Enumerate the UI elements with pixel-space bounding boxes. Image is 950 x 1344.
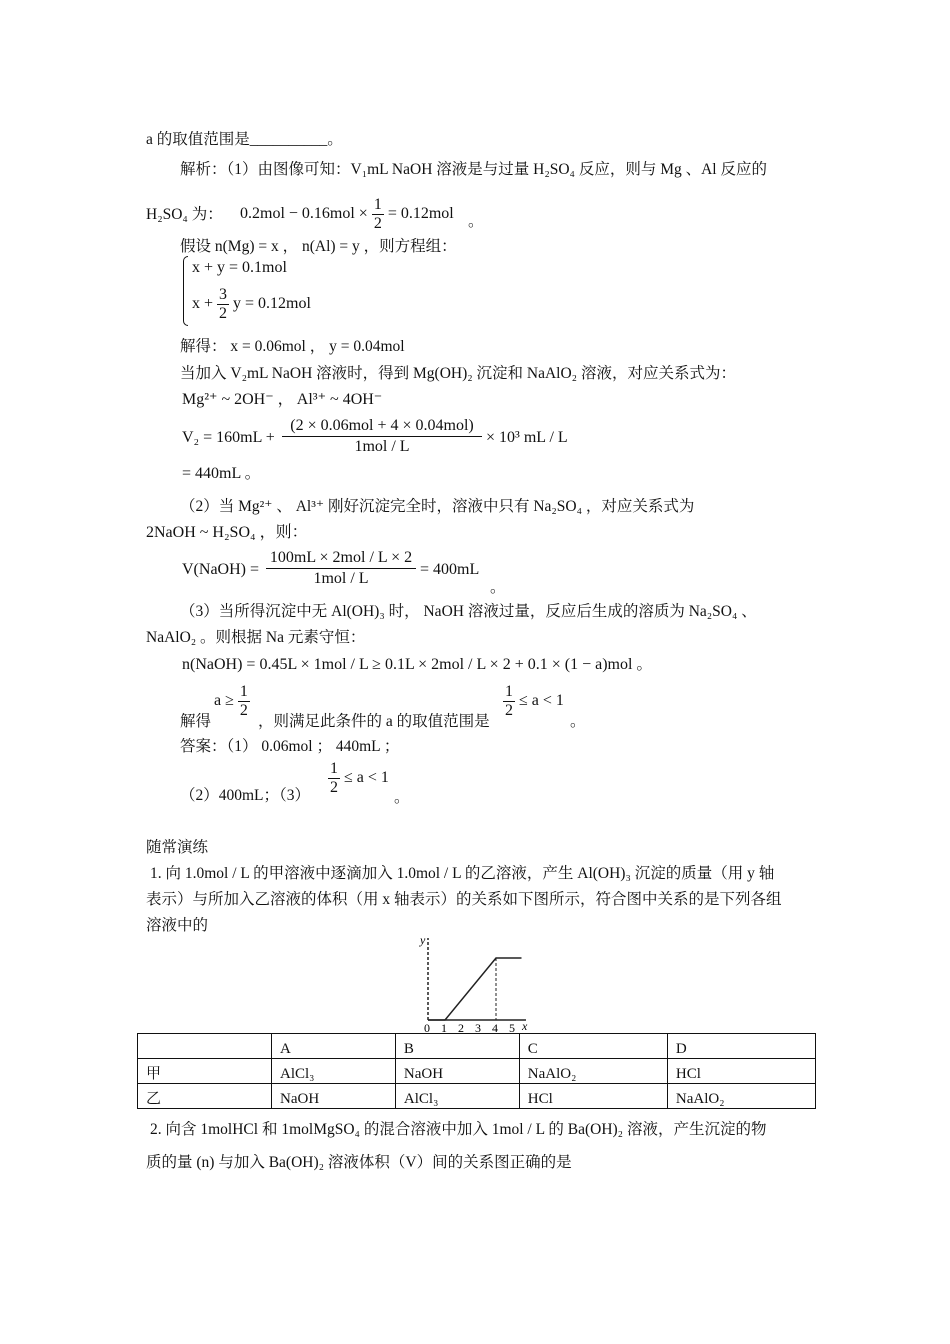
expr-result: = 0.12mol [387, 205, 454, 223]
table-cell: NaAlO₂ [667, 1084, 815, 1109]
q1-line-1: 1. 向 1.0mol / L 的甲溶液中逐滴加入 1.0mol / L 的乙溶液，产生 Al(OH)₃ 沉淀的质量（用 y 轴 [150, 865, 775, 882]
table-cell: HCl [519, 1084, 667, 1109]
x-tick-label: 5 [509, 1021, 515, 1034]
precipitate-graph [408, 930, 548, 1034]
q2-line-2: 质的量 (n) 与加入 Ba(OH)₂ 溶液体积（V）间的关系图正确的是 [146, 1154, 572, 1171]
range-expr [503, 683, 564, 720]
table-cell: A [272, 1034, 396, 1059]
v2-denominator: 1mol / L [354, 438, 410, 455]
table-cell: AlCl₃ [395, 1084, 519, 1109]
table-cell: NaOH [272, 1084, 396, 1109]
vnaoh-fraction [266, 548, 416, 589]
equation-1: x + y = 0.1mol [192, 259, 287, 276]
a-ge-half [214, 683, 250, 720]
period: 。 [490, 579, 506, 596]
solve-label: 解得 [180, 713, 212, 730]
fraction-half: $\frac{1}{2}$ [505, 683, 513, 719]
part3-line: （3）当所得沉淀中无 Al(OH)₃ 时， NaOH 溶液过量，反应后生成的溶质为 Na₂SO₄ 、 [180, 603, 757, 620]
sodium-conservation: n(NaOH) = 0.45L × 1mol / L ≥ 0.1L × 2mol / L × 2 + 0.1 × (1 − a)mol 。 [182, 656, 653, 673]
table-row [138, 1084, 816, 1109]
y-axis-label: y [420, 933, 426, 947]
x-tick-label: 4 [492, 1021, 498, 1034]
vnaoh-lhs: V(NaOH) = [182, 561, 259, 578]
v2-line: 当加入 V₂mL NaOH 溶液时，得到 Mg(OH)₂ 沉淀和 NaAlO₂ 溶液，对应关系式为： [180, 365, 736, 382]
range-ineq: ≤ a < 1 [519, 692, 564, 710]
answer-ineq: ≤ a < 1 [344, 769, 389, 787]
a-ge: a ≥ [214, 692, 234, 710]
expr-part: 0.2mol − 0.16mol × [240, 205, 368, 223]
v2-formula-lhs: V₂ = 160mL + [182, 429, 275, 446]
v2-formula-rhs: × 10³ mL / L [486, 429, 568, 446]
solution-h2so4-label: H₂SO₄ 为： [146, 206, 223, 223]
period: 。 [570, 713, 586, 730]
table-header-row [138, 1034, 816, 1059]
precipitate-line [428, 958, 522, 1020]
equation-2-rhs: y = 0.12mol [233, 295, 311, 313]
v2-result: = 440mL 。 [182, 465, 261, 482]
equation-2-lhs: x + [192, 295, 214, 313]
period: 。 [394, 789, 410, 806]
vnaoh-numerator: 100mL × 2mol / L × 2 [266, 548, 416, 569]
table-cell: C [519, 1034, 667, 1059]
answer-range [328, 760, 389, 797]
solution-line-1: 解析：（1）由图像可知：V₁mL NaOH 溶液是与过量 H₂SO₄ 反应，则与 Mg 、Al 反应的 [180, 161, 767, 178]
table-cell: HCl [667, 1059, 815, 1084]
table-cell [138, 1034, 272, 1059]
vnaoh-denominator: 1mol / L [313, 570, 369, 587]
x-tick-label: 0 [424, 1021, 430, 1034]
period: 。 [468, 213, 484, 230]
v2-numerator: (2 × 0.06mol + 4 × 0.04mol) [282, 416, 482, 437]
x-axis-label: x [522, 1019, 528, 1033]
q1-line-3: 溶液中的 [146, 917, 209, 934]
fraction-half: $\frac{1}{2}$ [239, 683, 248, 719]
answer-line-1: 答案：（1） 0.06mol ； 440mL ； [180, 738, 400, 755]
solution-values: 解得： x = 0.06mol ， y = 0.04mol [180, 338, 405, 355]
fraction-half: $\frac{1}{2}$ [330, 760, 338, 796]
table-cell: D [667, 1034, 815, 1059]
fraction-three-halves: $\frac{3}{2}$ [219, 286, 228, 322]
table-row [138, 1059, 816, 1084]
part2-line: （2）当 Mg²⁺ 、 Al³⁺ 刚好沉淀完全时，溶液中只有 Na₂SO₄ ，对应关系式为 [180, 498, 695, 515]
question-tail: a 的取值范围是__________。 [146, 131, 343, 148]
v2-formula-fraction [282, 416, 482, 457]
assumption-line: 假设 n(Mg) = x ， n(Al) = y ，则方程组： [180, 238, 457, 255]
q2-line-1: 2. 向含 1molHCl 和 1molMgSO₄ 的混合溶液中加入 1mol / L 的 Ba(OH)₂ 溶液，产生沉淀的物 [150, 1121, 767, 1138]
table-cell: AlCl₃ [272, 1059, 396, 1084]
vnaoh-result: = 400mL [420, 561, 480, 578]
range-sentence: ，则满足此条件的 a 的取值范围是 [258, 713, 490, 730]
x-tick-label: 2 [458, 1021, 464, 1034]
options-table [137, 1033, 816, 1109]
part2-relation: 2NaOH ~ H₂SO₄ ，则： [146, 524, 308, 541]
part3-line-2: NaAlO₂ 。则根据 Na 元素守恒： [146, 629, 366, 646]
practice-heading: 随常演练 [146, 839, 209, 856]
x-tick-label: 1 [441, 1021, 447, 1034]
equation-2 [192, 286, 311, 323]
q1-line-2: 表示）与所加入乙溶液的体积（用 x 轴表示）的关系如下图所示，符合图中关系的是下列各组 [146, 891, 782, 908]
relation-line: Mg²⁺ ~ 2OH⁻ ， Al³⁺ ~ 4OH⁻ [182, 391, 383, 408]
solution-h2so4-expr [240, 196, 454, 233]
table-cell: 乙 [138, 1084, 272, 1109]
table-cell: NaOH [395, 1059, 519, 1084]
table-cell: B [395, 1034, 519, 1059]
answer-line-2: （2）400mL；（3） [180, 787, 311, 804]
equation-brace [183, 256, 188, 326]
x-tick-label: 3 [475, 1021, 481, 1034]
table-cell: 甲 [138, 1059, 272, 1084]
table-cell: NaAlO₂ [519, 1059, 667, 1084]
fraction-half: $\frac{1}{2}$ [373, 196, 382, 232]
